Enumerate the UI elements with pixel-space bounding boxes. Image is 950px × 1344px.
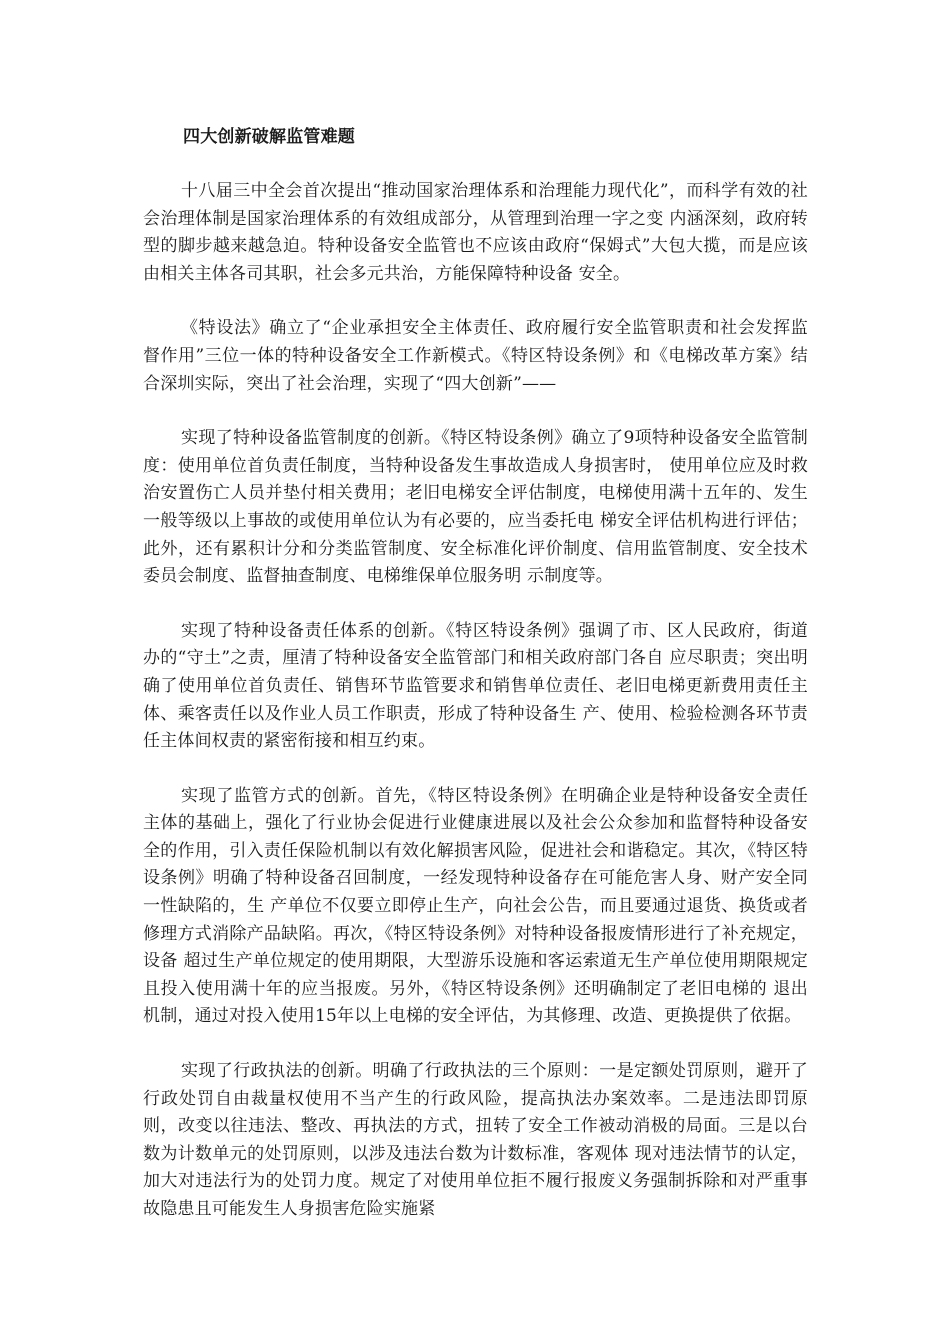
paragraph-regulatory-system: 实现了特种设备监管制度的创新。《特区特设条例》确立了9项特种设备安全监管制度：使用单位首负责任制度，当特种设备发生事故造成人身损害时， 使用单位应及时救治安置伤亡人员并垫付相关费用；老旧电梯安全评估制度，电梯使用满十五年的、发生一般等级以上事故的或使用单位认为有必要的，应当委托电 梯安全评估机构进行评估；此外，还有累积计分和分类监管制度、安全标准化评价制度、信用监管制度、安全技术委员会制度、监督抽查制度、电梯维保单位服务明 示制度等。 (143, 428, 808, 587)
paragraph-regulatory-approach: 实现了监管方式的创新。首先，《特区特设条例》在明确企业是特种设备安全责任主体的基础上，强化了行业协会促进行业健康进展以及社会公众参加和监督特种设备安全的作用，引入责任保险机制以有效化解损害风险，促进社会和谐稳定。其次，《特区特设条例》明确了特种设备召回制度，一经发现特种设备存在可能危害人身、财产安全同一性缺陷的，生 产单位不仅要立即停止生产，向社会公告，而且要通过退货、换货或者修理方式消除产品缺陷。再次，《特区特设条例》对特种设备报废情形进行了补充规定，设备 超过生产单位规定的使用期限，大型游乐设施和客运索道无生产单位使用期限规定且投入使用满十年的应当报废。另外，《特区特设条例》还明确制定了老旧电梯的 退出机制，通过对投入使用15年以上电梯的安全评估，为其修理、改造、更换提供了依据。 (143, 785, 808, 1027)
paragraph-responsibility-system: 实现了特种设备责任体系的创新。《特区特设条例》强调了市、区人民政府，街道办的“守土”之责，厘清了特种设备安全监管部门和相关政府部门各自 应尽职责；突出明确了使用单位首负责任、销售环节监管要求和销售单位责任、老旧电梯更新费用责任主体、乘客责任以及作业人员工作职责，形成了特种设备生 产、使用、检验检测各环节责任主体间权责的紧密衔接和相互约束。 (143, 620, 808, 752)
paragraph-intro: 十八届三中全会首次提出“推动国家治理体系和治理能力现代化”，而科学有效的社会治理体制是国家治理体系的有效组成部分，从管理到治理一字之变 内涵深刻，政府转型的脚步越来越急迫。特种设备安全监管也不应该由政府“保姆式”大包大揽，而是应该由相关主体各司其职，社会多元共治，方能保障特种设备 安全。 (143, 181, 808, 284)
paragraph-law-enforcement: 实现了行政执法的创新。明确了行政执法的三个原则：一是定额处罚原则，避开了行政处罚自由裁量权使用不当产生的行政风险，提高执法办案效率。二是违法即罚原则，改变以往违法、整改、再执法的方式，扭转了安全工作被动消极的局面。三是以台数为计数单元的处罚原则，以涉及违法台数为计数标准，客观体 现对违法情节的认定，加大对违法行为的处罚力度。规定了对使用单位拒不履行报废义务强制拆除和对严重事故隐患且可能发生人身损害危险实施紧 (143, 1061, 808, 1219)
paragraph-new-model: 《特设法》确立了“企业承担安全主体责任、政府履行安全监管职责和社会发挥监督作用”三位一体的特种设备安全工作新模式。《特区特设条例》和《电梯改革方案》结合深圳实际，突出了社会治理，实现了“四大创新”—— (143, 318, 808, 394)
document-body (143, 124, 808, 1251)
document-title: 四大创新破解监管难题 (183, 127, 355, 147)
